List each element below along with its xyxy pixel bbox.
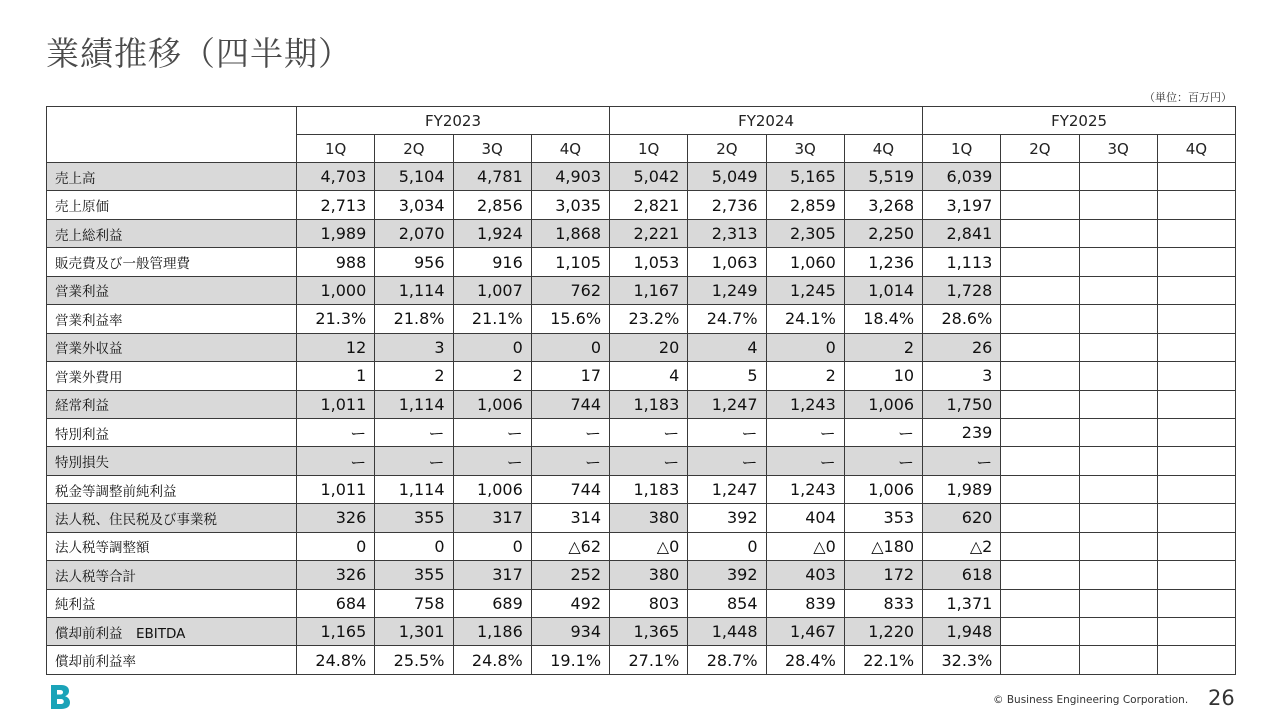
value-cell: 239 [923,418,1001,446]
value-cell: 762 [531,276,609,304]
value-cell: 2,713 [297,191,375,219]
value-cell [1157,276,1235,304]
value-cell [1079,589,1157,617]
quarter-header: 2Q [375,135,453,163]
value-cell [1001,191,1079,219]
value-cell: 5,165 [766,163,844,191]
value-cell: 21.8% [375,305,453,333]
value-cell [1079,219,1157,247]
value-cell [1079,561,1157,589]
page-number: 26 [1208,686,1235,710]
value-cell: 21.1% [453,305,531,333]
quarter-header: 2Q [1001,135,1079,163]
value-cell: ー [610,447,688,475]
table-row [47,305,1236,333]
value-cell [1079,447,1157,475]
value-cell [1001,219,1079,247]
value-cell: 1,114 [375,475,453,503]
row-label: 営業利益率 [47,305,297,333]
value-cell: 19.1% [531,646,609,675]
value-cell: 23.2% [610,305,688,333]
value-cell [1001,504,1079,532]
value-cell: 355 [375,504,453,532]
value-cell [1001,589,1079,617]
value-cell: 22.1% [844,646,922,675]
value-cell [1001,618,1079,646]
value-cell: 1,467 [766,618,844,646]
value-cell [1079,191,1157,219]
quarter-header: 1Q [923,135,1001,163]
value-cell [1001,305,1079,333]
value-cell: 353 [844,504,922,532]
value-cell [1079,532,1157,560]
value-cell: ー [531,447,609,475]
quarter-header: 4Q [531,135,609,163]
value-cell: 3,268 [844,191,922,219]
value-cell: 1,989 [297,219,375,247]
value-cell: 1,247 [688,475,766,503]
value-cell [1157,191,1235,219]
value-cell [1157,589,1235,617]
table-row [47,362,1236,390]
value-cell: 24.7% [688,305,766,333]
value-cell [1001,390,1079,418]
value-cell: 1,243 [766,390,844,418]
value-cell: 5 [688,362,766,390]
value-cell [1001,532,1079,560]
value-cell: 326 [297,504,375,532]
value-cell: ー [375,447,453,475]
value-cell: △0 [610,532,688,560]
table-row [47,646,1236,675]
value-cell [1157,390,1235,418]
value-cell: 618 [923,561,1001,589]
value-cell: 3 [375,333,453,361]
value-cell: 1,750 [923,390,1001,418]
value-cell [1079,475,1157,503]
value-cell: 1 [297,362,375,390]
value-cell: 1,011 [297,475,375,503]
value-cell: 620 [923,504,1001,532]
table-row [47,248,1236,276]
row-label: 償却前利益率 [47,646,297,675]
table-row [47,589,1236,617]
value-cell: 1,989 [923,475,1001,503]
value-cell [1001,418,1079,446]
value-cell: 744 [531,475,609,503]
value-cell [1157,362,1235,390]
value-cell: 0 [531,333,609,361]
value-cell: 2 [766,362,844,390]
value-cell: 5,519 [844,163,922,191]
value-cell: 15.6% [531,305,609,333]
value-cell: 20 [610,333,688,361]
value-cell: 1,728 [923,276,1001,304]
year-header: FY2024 [610,107,923,135]
value-cell: ー [844,447,922,475]
value-cell: ー [297,418,375,446]
table-row [47,418,1236,446]
value-cell: 758 [375,589,453,617]
value-cell [1079,333,1157,361]
value-cell: 833 [844,589,922,617]
row-label: 売上高 [47,163,297,191]
value-cell: 1,167 [610,276,688,304]
value-cell: 0 [766,333,844,361]
table-row [47,504,1236,532]
value-cell: 4 [688,333,766,361]
row-label: 特別利益 [47,418,297,446]
value-cell [1157,418,1235,446]
value-cell: 380 [610,561,688,589]
row-label: 法人税、住民税及び事業税 [47,504,297,532]
value-cell: 0 [297,532,375,560]
value-cell: 1,243 [766,475,844,503]
value-cell: 3,034 [375,191,453,219]
value-cell: 2 [844,333,922,361]
value-cell [1157,163,1235,191]
year-header: FY2025 [923,107,1236,135]
page-title: 業績推移（四半期） [46,34,352,73]
value-cell [1079,504,1157,532]
value-cell [1079,248,1157,276]
value-cell: 5,049 [688,163,766,191]
value-cell: 326 [297,561,375,589]
value-cell: 2,313 [688,219,766,247]
row-label: 営業利益 [47,276,297,304]
value-cell: △2 [923,532,1001,560]
value-cell: 1,014 [844,276,922,304]
value-cell: ー [688,418,766,446]
value-cell: ー [923,447,1001,475]
value-cell: 392 [688,504,766,532]
value-cell: 2,841 [923,219,1001,247]
value-cell: 2,856 [453,191,531,219]
row-label: 販売費及び一般管理費 [47,248,297,276]
value-cell: 1,301 [375,618,453,646]
value-cell: 839 [766,589,844,617]
value-cell: ー [610,418,688,446]
table-row [47,561,1236,589]
value-cell: △0 [766,532,844,560]
value-cell [1079,305,1157,333]
copyright-text: © Business Engineering Corporation. [993,694,1189,706]
value-cell [1157,447,1235,475]
table-row [47,276,1236,304]
quarter-header: 4Q [844,135,922,163]
value-cell: ー [375,418,453,446]
value-cell: 1,114 [375,276,453,304]
value-cell [1157,305,1235,333]
value-cell: 0 [375,532,453,560]
value-cell: 1,183 [610,475,688,503]
value-cell: 988 [297,248,375,276]
value-cell: 4,781 [453,163,531,191]
value-cell: 1,365 [610,618,688,646]
financial-table [46,106,1236,675]
value-cell: 32.3% [923,646,1001,675]
row-label: 償却前利益 EBITDA [47,618,297,646]
quarter-header: 4Q [1157,135,1235,163]
value-cell: 2,305 [766,219,844,247]
value-cell: 355 [375,561,453,589]
value-cell: 1,249 [688,276,766,304]
value-cell: 24.1% [766,305,844,333]
value-cell: 3,197 [923,191,1001,219]
value-cell: 0 [453,532,531,560]
quarter-header: 1Q [610,135,688,163]
value-cell: 5,104 [375,163,453,191]
value-cell: △180 [844,532,922,560]
value-cell: 252 [531,561,609,589]
value-cell: 28.7% [688,646,766,675]
value-cell: ー [766,447,844,475]
value-cell: 0 [688,532,766,560]
row-label: 営業外費用 [47,362,297,390]
row-label: 経常利益 [47,390,297,418]
value-cell: 1,448 [688,618,766,646]
value-cell: 172 [844,561,922,589]
value-cell [1001,333,1079,361]
value-cell [1079,163,1157,191]
value-cell: 1,006 [453,475,531,503]
value-cell [1001,362,1079,390]
value-cell [1157,618,1235,646]
value-cell [1157,219,1235,247]
value-cell: 3,035 [531,191,609,219]
value-cell [1079,418,1157,446]
row-label: 売上総利益 [47,219,297,247]
value-cell: 4 [610,362,688,390]
value-cell: 27.1% [610,646,688,675]
value-cell: 934 [531,618,609,646]
value-cell: 1,924 [453,219,531,247]
value-cell: 2,221 [610,219,688,247]
quarter-header: 3Q [453,135,531,163]
value-cell: 854 [688,589,766,617]
value-cell: 2,250 [844,219,922,247]
value-cell: ー [297,447,375,475]
value-cell: ー [453,447,531,475]
value-cell: 2,070 [375,219,453,247]
value-cell: 3 [923,362,1001,390]
row-label: 純利益 [47,589,297,617]
value-cell: 1,006 [844,390,922,418]
value-cell: 803 [610,589,688,617]
value-cell: ー [688,447,766,475]
value-cell: 689 [453,589,531,617]
value-cell: 2,859 [766,191,844,219]
value-cell: 317 [453,561,531,589]
value-cell: 24.8% [297,646,375,675]
table-row [47,333,1236,361]
year-header: FY2023 [297,107,610,135]
value-cell: 1,236 [844,248,922,276]
value-cell: 1,006 [453,390,531,418]
value-cell: 4,703 [297,163,375,191]
value-cell: 403 [766,561,844,589]
value-cell: 24.8% [453,646,531,675]
table-row [47,447,1236,475]
value-cell: 956 [375,248,453,276]
value-cell: 744 [531,390,609,418]
value-cell: 1,113 [923,248,1001,276]
value-cell [1079,276,1157,304]
row-label-header [47,107,297,163]
value-cell: 17 [531,362,609,390]
unit-note: （単位：百万円） [1144,91,1232,104]
value-cell: 392 [688,561,766,589]
year-header-row [47,107,1236,135]
table-row [47,475,1236,503]
value-cell: 1,011 [297,390,375,418]
value-cell: 1,114 [375,390,453,418]
quarter-header: 2Q [688,135,766,163]
value-cell: 12 [297,333,375,361]
value-cell: 314 [531,504,609,532]
row-label: 営業外収益 [47,333,297,361]
value-cell [1001,561,1079,589]
value-cell [1079,390,1157,418]
value-cell: 1,000 [297,276,375,304]
value-cell: 4,903 [531,163,609,191]
table-row [47,618,1236,646]
row-label: 売上原価 [47,191,297,219]
value-cell [1001,276,1079,304]
value-cell: 28.6% [923,305,1001,333]
value-cell [1079,362,1157,390]
table-row [47,163,1236,191]
table-row [47,191,1236,219]
table-row [47,219,1236,247]
value-cell [1001,248,1079,276]
value-cell: 25.5% [375,646,453,675]
row-label: 法人税等合計 [47,561,297,589]
value-cell: 1,183 [610,390,688,418]
value-cell [1079,618,1157,646]
value-cell: 18.4% [844,305,922,333]
value-cell: 1,868 [531,219,609,247]
value-cell: 916 [453,248,531,276]
row-label: 税金等調整前純利益 [47,475,297,503]
value-cell: 1,247 [688,390,766,418]
value-cell: 0 [453,333,531,361]
value-cell: 404 [766,504,844,532]
value-cell: 492 [531,589,609,617]
value-cell: 1,060 [766,248,844,276]
value-cell: 1,371 [923,589,1001,617]
value-cell [1001,646,1079,675]
quarter-header: 3Q [766,135,844,163]
value-cell [1001,447,1079,475]
value-cell: ー [844,418,922,446]
value-cell: ー [531,418,609,446]
value-cell: ー [766,418,844,446]
value-cell: 21.3% [297,305,375,333]
value-cell [1079,646,1157,675]
value-cell [1157,333,1235,361]
value-cell [1001,163,1079,191]
value-cell: 1,063 [688,248,766,276]
company-logo [48,684,72,710]
value-cell: 1,186 [453,618,531,646]
value-cell: 2,821 [610,191,688,219]
value-cell: 1,105 [531,248,609,276]
value-cell: 1,220 [844,618,922,646]
value-cell: 1,948 [923,618,1001,646]
value-cell [1157,248,1235,276]
quarter-header: 3Q [1079,135,1157,163]
value-cell [1157,475,1235,503]
value-cell [1157,504,1235,532]
row-label: 特別損失 [47,447,297,475]
table-body [47,163,1236,675]
value-cell: 1,006 [844,475,922,503]
table-row [47,390,1236,418]
value-cell: 28.4% [766,646,844,675]
value-cell: △62 [531,532,609,560]
table-row [47,532,1236,560]
value-cell: ー [453,418,531,446]
value-cell: 6,039 [923,163,1001,191]
value-cell: 1,165 [297,618,375,646]
value-cell: 684 [297,589,375,617]
value-cell: 2,736 [688,191,766,219]
value-cell: 5,042 [610,163,688,191]
value-cell [1157,646,1235,675]
value-cell: 1,007 [453,276,531,304]
value-cell: 1,053 [610,248,688,276]
row-label: 法人税等調整額 [47,532,297,560]
value-cell: 10 [844,362,922,390]
value-cell: 26 [923,333,1001,361]
value-cell [1157,561,1235,589]
value-cell [1001,475,1079,503]
value-cell: 380 [610,504,688,532]
value-cell [1157,532,1235,560]
value-cell: 317 [453,504,531,532]
value-cell: 2 [453,362,531,390]
quarter-header: 1Q [297,135,375,163]
value-cell: 1,245 [766,276,844,304]
value-cell: 2 [375,362,453,390]
